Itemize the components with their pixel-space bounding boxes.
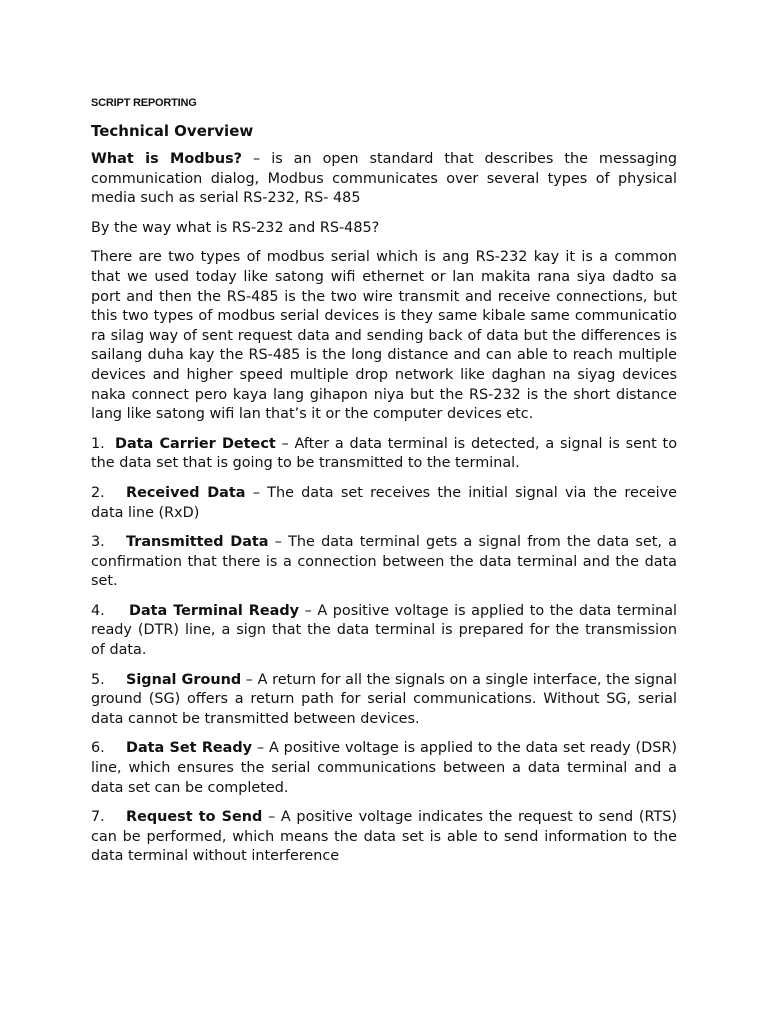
list-item-number: 3. [91, 534, 105, 551]
intro-paragraph [91, 150, 677, 209]
list-item-term: Transmitted Data [126, 534, 269, 551]
list-item-text: – A positive voltage indicates the request to send (RTS) can be performed, which means the data set is able to send information to the data terminal without interference [91, 809, 677, 865]
list-item-term: Data Carrier Detect [115, 435, 276, 452]
list-item-term: Data Set Ready [126, 740, 253, 757]
intro-term: What is Modbus? [91, 151, 243, 167]
body-paragraph: There are two types of modbus serial which is ang RS-232 kay it is a common that we used today like satong wifi ethernet or lan makita rana siya dadto sa port and then the RS-485 is the two wire transmit and receive connections, but this two types of modbus serial devices is they same kibale same communicatio ra silag way of sent request data and sending back of data but the differences is sailang duha kay the RS-485 is the long distance and can able to reach multiple devices and higher speed multiple drop network like daghan na siyag devices naka connect pero kaya lang gihapon niya but the RS-232 is the short distance lang like satong wifi lan that’s it or the computer devices etc. [91, 249, 677, 423]
list-item-text: – A positive voltage is applied to the data set ready (DSR) line, which ensures the serial communications between a data terminal and a data set can be completed. [91, 740, 677, 796]
list-item-number: 2. [91, 484, 105, 501]
list-item [91, 739, 677, 798]
list-item-term: Received Data [126, 484, 246, 501]
list-item-number: 5. [91, 671, 105, 688]
question-paragraph: By the way what is RS-232 and RS-485? [91, 219, 380, 236]
list-item-text: – A return for all the signals on a single interface, the signal ground (SG) offers a return path for serial communications. Without SG, serial data cannot be transmitted between devices. [91, 671, 678, 727]
list-item [91, 808, 677, 867]
list-item [91, 435, 677, 474]
list-item-text: – The data set receives the initial signal via the receive data line (RxD) [91, 484, 677, 521]
list-item [91, 484, 677, 523]
list-item-number: 6. [91, 740, 105, 757]
section-title: Technical Overview [91, 122, 254, 140]
list-item [91, 602, 677, 661]
list-item-text: – After a data terminal is detected, a signal is sent to the data set that is going to be transmitted to the terminal. [91, 435, 677, 472]
list-item-term: Request to Send [126, 809, 263, 826]
document-page [91, 92, 677, 877]
list-item-text: – A positive voltage is applied to the data terminal ready (DTR) line, a sign that the data terminal is prepared for the transmission of data. [91, 602, 678, 659]
list-item-term: Signal Ground [126, 671, 242, 688]
list-item-term: Data Terminal Ready [129, 602, 300, 619]
list-item-number: 7. [91, 809, 105, 826]
list-item [91, 671, 677, 730]
list-item-number: 1. [91, 435, 105, 452]
list-item-number: 4. [91, 602, 105, 619]
list-item [91, 533, 677, 592]
document-header: SCRIPT REPORTING [91, 97, 197, 109]
list-item-text: – The data terminal gets a signal from the data set, a confirmation that there is a connection between the data terminal and the data set. [91, 534, 677, 590]
intro-text: – is an open standard that describes the messaging communication dialog, Modbus communicates over several types of physical media such as serial RS-232, RS- 485 [91, 151, 677, 207]
